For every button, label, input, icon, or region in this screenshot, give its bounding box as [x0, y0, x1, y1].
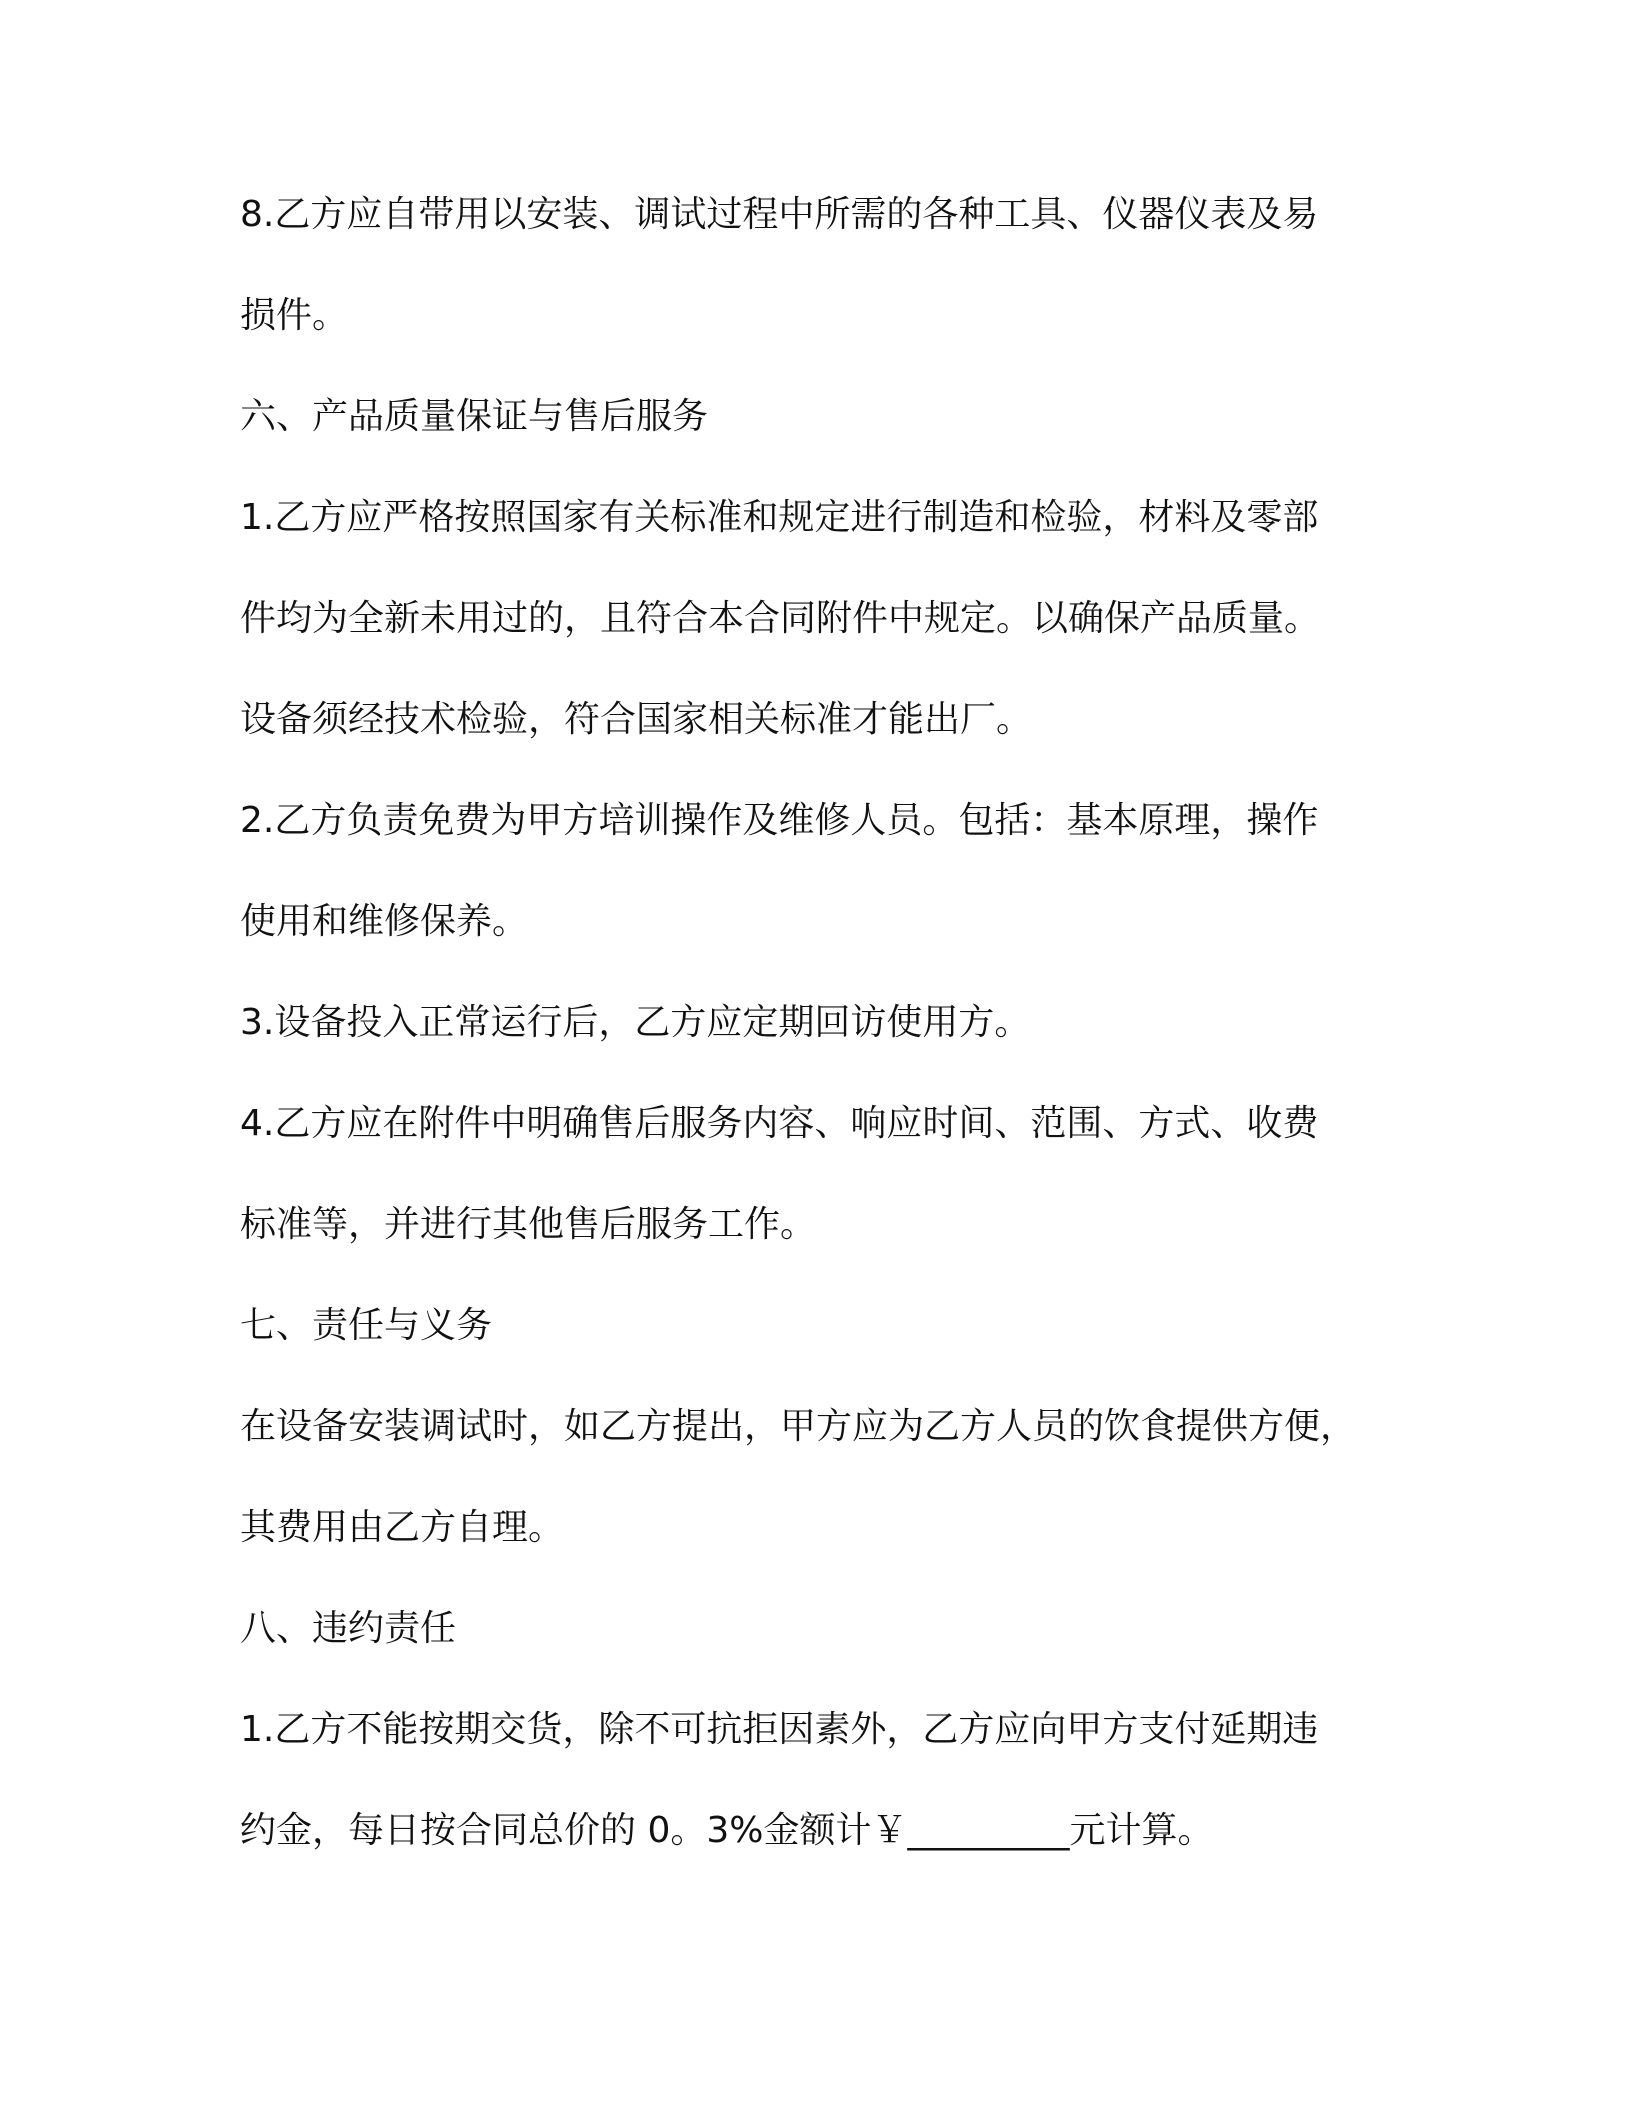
text-line-item-1: 1.乙方应严格按照国家有关标准和规定进行制造和检验，材料及零部: [240, 497, 1319, 538]
section-heading-7: 七、责任与义务: [240, 1305, 493, 1346]
text-line-item-2-cont: 使用和维修保养。: [240, 901, 529, 942]
text-line-penalty-item-1: 1.乙方不能按期交货，除不可抗拒因素外，乙方应向甲方支付延期违: [240, 1709, 1319, 1750]
text-line-item-2: 2.乙方负责免费为甲方培训操作及维修人员。包括：基本原理，操作: [240, 800, 1319, 841]
text-line-item-1-cont: 件均为全新未用过的，且符合本合同附件中规定。以确保产品质量。: [240, 598, 1321, 639]
text-line-paragraph: 在设备安装调试时，如乙方提出，甲方应为乙方人员的饮食提供方便，: [240, 1406, 1357, 1447]
text-line-paragraph-cont: 其费用由乙方自理。: [240, 1507, 565, 1548]
text-line-penalty-item-1-cont: 约金，每日按合同总价的 0。3%金额计￥_________元计算。: [240, 1810, 1214, 1851]
text-line-item-1-cont-2: 设备须经技术检验，符合国家相关标准才能出厂。: [240, 699, 1033, 740]
section-heading-6: 六、产品质量保证与售后服务: [240, 396, 709, 437]
text-line-item-4-cont: 标准等，并进行其他售后服务工作。: [240, 1204, 817, 1245]
text-line-item-4: 4.乙方应在附件中明确售后服务内容、响应时间、范围、方式、收费: [240, 1103, 1319, 1144]
text-line-item-8-cont: 损件。: [240, 295, 349, 336]
text-line-item-3: 3.设备投入正常运行后，乙方应定期回访使用方。: [240, 1002, 1031, 1043]
section-heading-8: 八、违约责任: [240, 1608, 457, 1649]
text-line-item-8: 8.乙方应自带用以安装、调试过程中所需的各种工具、仪器仪表及易: [240, 194, 1319, 235]
